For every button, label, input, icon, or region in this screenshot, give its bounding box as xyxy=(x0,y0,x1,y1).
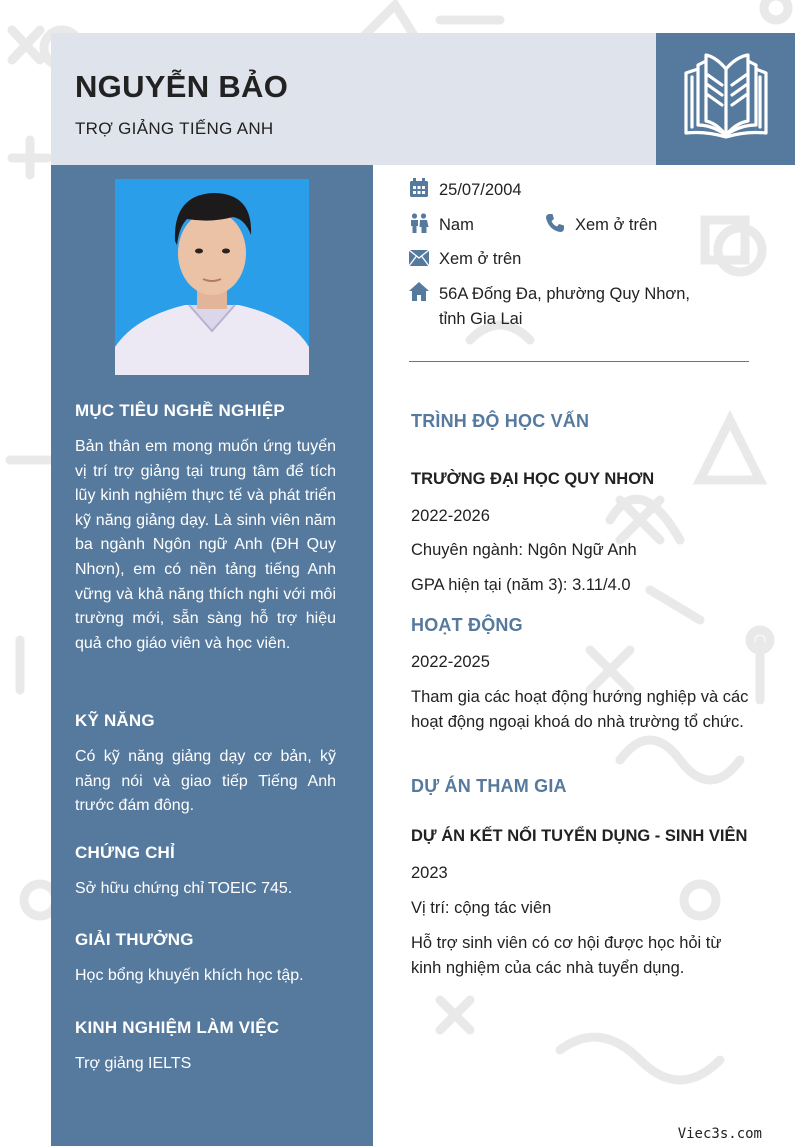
envelope-icon xyxy=(409,250,429,266)
certificates-text: Sở hữu chứng chỉ TOEIC 745. xyxy=(75,880,293,897)
skills-text: Có kỹ năng giảng dạy cơ bản, kỹ năng nói và giao tiếp Tiếng Anh trước đám đông. xyxy=(75,748,336,815)
awards-section xyxy=(75,930,336,989)
open-book-icon xyxy=(678,51,774,143)
phone-value: Xem ở trên xyxy=(575,216,658,234)
book-icon-box xyxy=(656,33,795,165)
activities-heading: HOẠT ĐỘNG xyxy=(411,615,523,635)
home-icon xyxy=(409,282,429,301)
profile-photo xyxy=(115,179,309,375)
project-name: DỰ ÁN KẾT NỐI TUYỂN DỤNG - SINH VIÊN xyxy=(411,827,748,845)
footer-brand: Viec3s.com xyxy=(677,1126,762,1142)
work-experience-section xyxy=(75,1018,336,1077)
education-years: 2022-2026 xyxy=(411,507,490,525)
education-heading: TRÌNH ĐỘ HỌC VẤN xyxy=(411,411,590,431)
education-school: TRƯỜNG ĐẠI HỌC QUY NHƠN xyxy=(411,470,655,488)
projects-heading: DỰ ÁN THAM GIA xyxy=(411,776,567,796)
birthdate-value: 25/07/2004 xyxy=(439,181,522,199)
education-gpa: GPA hiện tại (năm 3): 3.11/4.0 xyxy=(411,576,631,594)
gender-value: Nam xyxy=(439,216,474,234)
objective-section xyxy=(75,401,336,656)
job-title: TRỢ GIẢNG TIẾNG ANH xyxy=(75,119,274,138)
sidebar xyxy=(51,165,373,1146)
avatar xyxy=(115,179,309,375)
project-position: Vị trí: cộng tác viên xyxy=(411,899,552,917)
header-panel xyxy=(51,33,656,165)
address-line1: 56A Đống Đa, phường Quy Nhơn, xyxy=(439,285,690,303)
project-year: 2023 xyxy=(411,864,448,882)
main-column xyxy=(373,165,800,1146)
awards-text: Học bổng khuyến khích học tập. xyxy=(75,967,304,984)
certificates-section xyxy=(75,843,336,902)
people-icon xyxy=(409,213,429,233)
phone-icon xyxy=(545,213,565,233)
contact-divider xyxy=(409,361,749,362)
work-experience-text: Trợ giảng IELTS xyxy=(75,1055,192,1072)
project-description: Hỗ trợ sinh viên có cơ hội được học hỏi từ kinh nghiệm của các nhà tuyển dụng. xyxy=(411,934,722,977)
skills-section xyxy=(75,711,336,819)
objective-text: Bản thân em mong muốn ứng tuyển vị trí trợ giảng tại trung tâm để tích lũy kinh nghiệm thực tế và phát triển kỹ năng giảng dạy. Là sinh viên năm ba ngành Ngôn ngữ Anh (ĐH Quy Nhơn), em có nền tảng tiếng Anh vững và khả năng thích nghi với môi trường mới, sẵn sàng hỗ trợ hiệu quả cho giáo viên và học viên. xyxy=(75,438,336,652)
calendar-icon xyxy=(409,178,429,198)
education-major: Chuyên ngành: Ngôn Ngữ Anh xyxy=(411,541,637,559)
awards-heading: GIẢI THƯỞNG xyxy=(75,930,194,949)
address-line2: tỉnh Gia Lai xyxy=(439,310,523,328)
activities-years: 2022-2025 xyxy=(411,653,490,671)
objective-heading: MỤC TIÊU NGHỀ NGHIỆP xyxy=(75,401,285,420)
work-experience-heading: KINH NGHIỆM LÀM VIỆC xyxy=(75,1018,280,1037)
candidate-name: NGUYỄN BẢO xyxy=(75,69,289,104)
email-value: Xem ở trên xyxy=(439,250,522,268)
activities-description: Tham gia các hoạt động hướng nghiệp và các hoạt động ngoại khoá do nhà trường tổ chức. xyxy=(411,688,749,731)
skills-heading: KỸ NĂNG xyxy=(75,711,155,730)
certificates-heading: CHỨNG CHỈ xyxy=(75,843,175,862)
